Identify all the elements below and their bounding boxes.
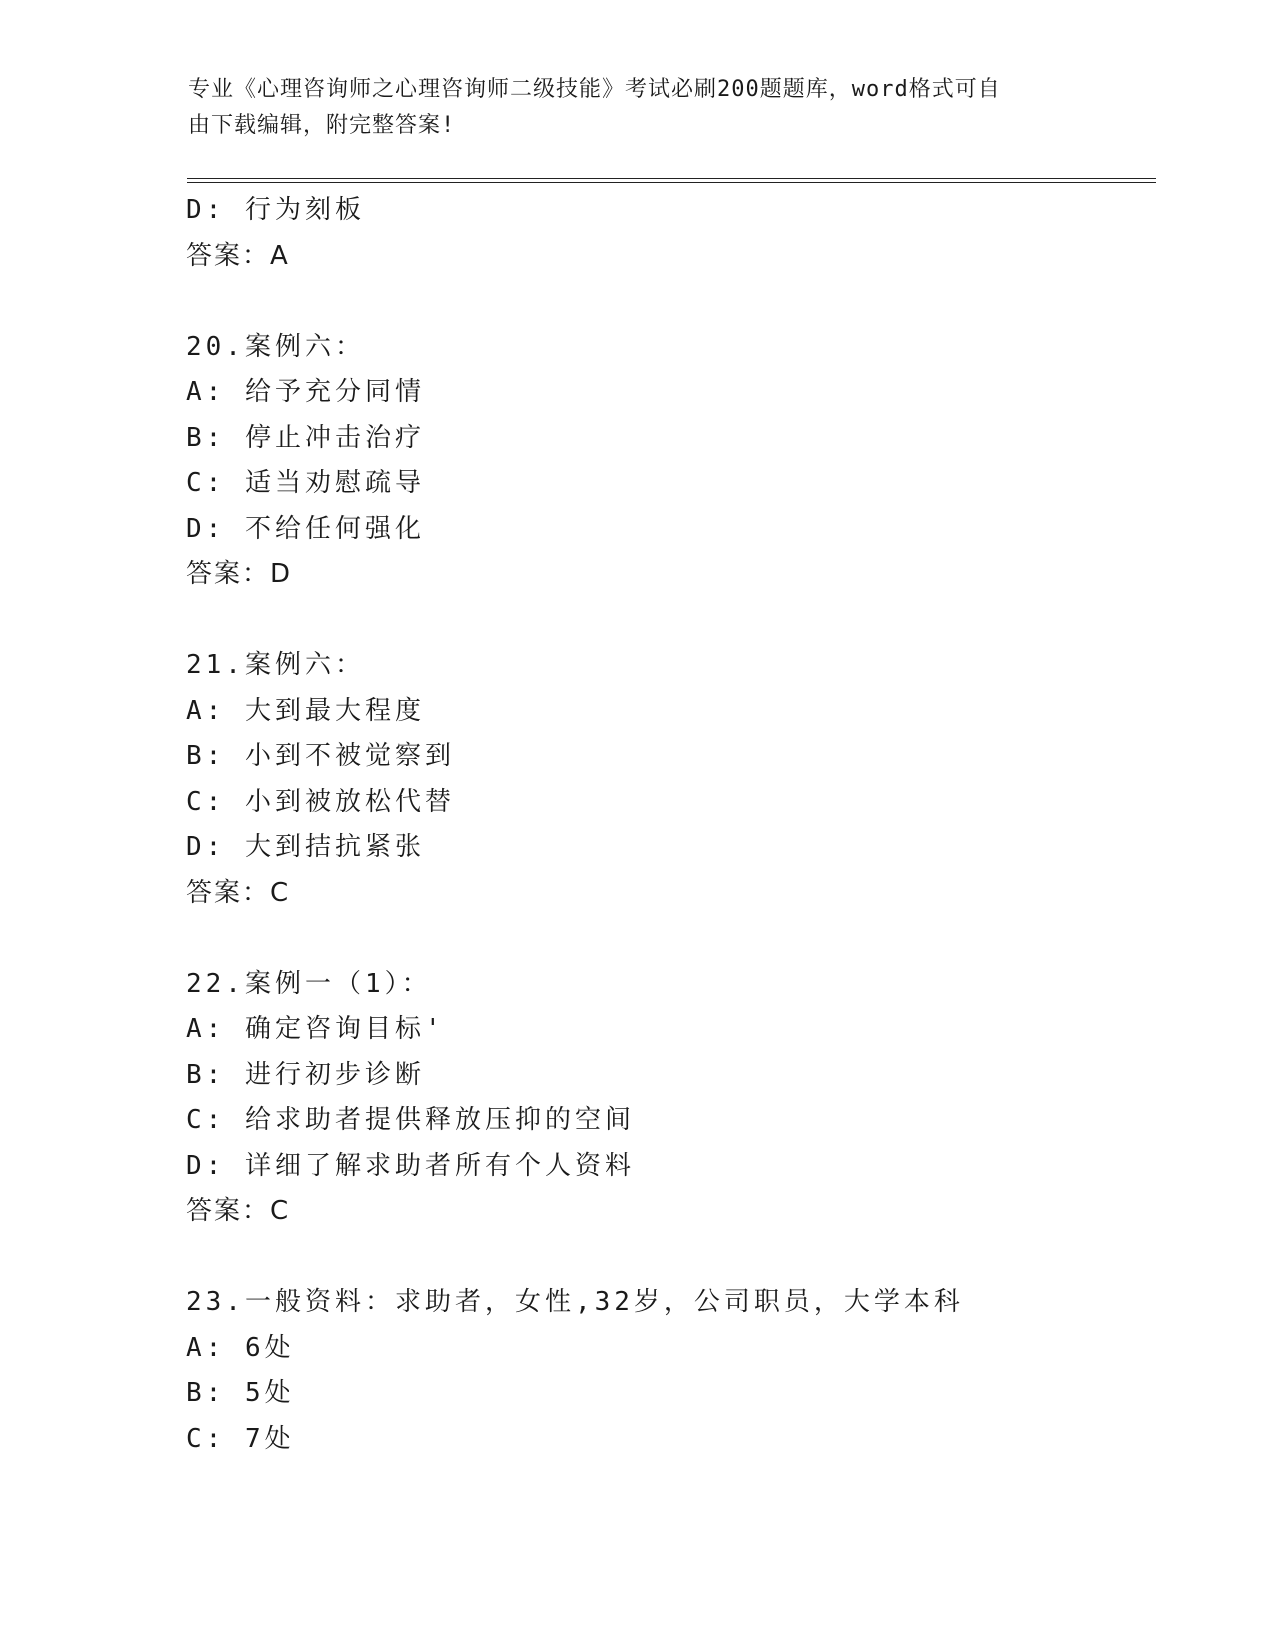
answer-line: 答案：D: [186, 559, 293, 589]
option-d: D: 详细了解求助者所有个人资料: [186, 1150, 635, 1181]
question-stem: 23.一般资料：求助者，女性,32岁，公司职员，大学本科: [186, 1287, 964, 1317]
answer-line: 答案：C: [186, 877, 291, 908]
option-c: C: 小到被放松代替: [186, 786, 455, 817]
spacer: [186, 1235, 1186, 1281]
option-b: B: 5处: [186, 1378, 295, 1408]
question-list: [186, 188, 1186, 1462]
option-b: B: 停止冲击治疗: [186, 422, 425, 453]
question-stem: 21.案例六：: [186, 650, 365, 680]
option-d: D: 不给任何强化: [186, 513, 425, 544]
option-c: C: 7处: [186, 1423, 295, 1454]
option-b: B: 进行初步诊断: [186, 1059, 425, 1090]
spacer: [186, 916, 1186, 962]
header-double-rule: [187, 178, 1156, 183]
option-a: A: 给予充分同情: [186, 377, 425, 407]
option-a: A: 确定咨询目标': [186, 1014, 445, 1044]
header-line-1: 专业《心理咨询师之心理咨询师二级技能》考试必刷200题题库，word格式可自: [188, 77, 1001, 102]
answer-line: 答案：C: [186, 1196, 291, 1226]
answer-line: 答案：A: [186, 240, 290, 271]
question-stem: 22.案例一（1）：: [186, 968, 432, 999]
question-stem: 20.案例六：: [186, 331, 365, 362]
option-a: A: 大到最大程度: [186, 695, 425, 726]
option-c: C: 给求助者提供释放压抑的空间: [186, 1105, 635, 1135]
option-d: D: 大到拮抗紧张: [186, 832, 425, 862]
option-a: A: 6处: [186, 1332, 295, 1363]
option-c: C: 适当劝慰疏导: [186, 468, 425, 498]
option-b: B: 小到不被觉察到: [186, 741, 455, 771]
spacer: [186, 279, 1186, 325]
document-header: [188, 72, 1068, 144]
spacer: [186, 598, 1186, 644]
option-d: D: 行为刻板: [186, 195, 365, 225]
header-line-2: 由下载编辑，附完整答案!: [188, 113, 456, 138]
